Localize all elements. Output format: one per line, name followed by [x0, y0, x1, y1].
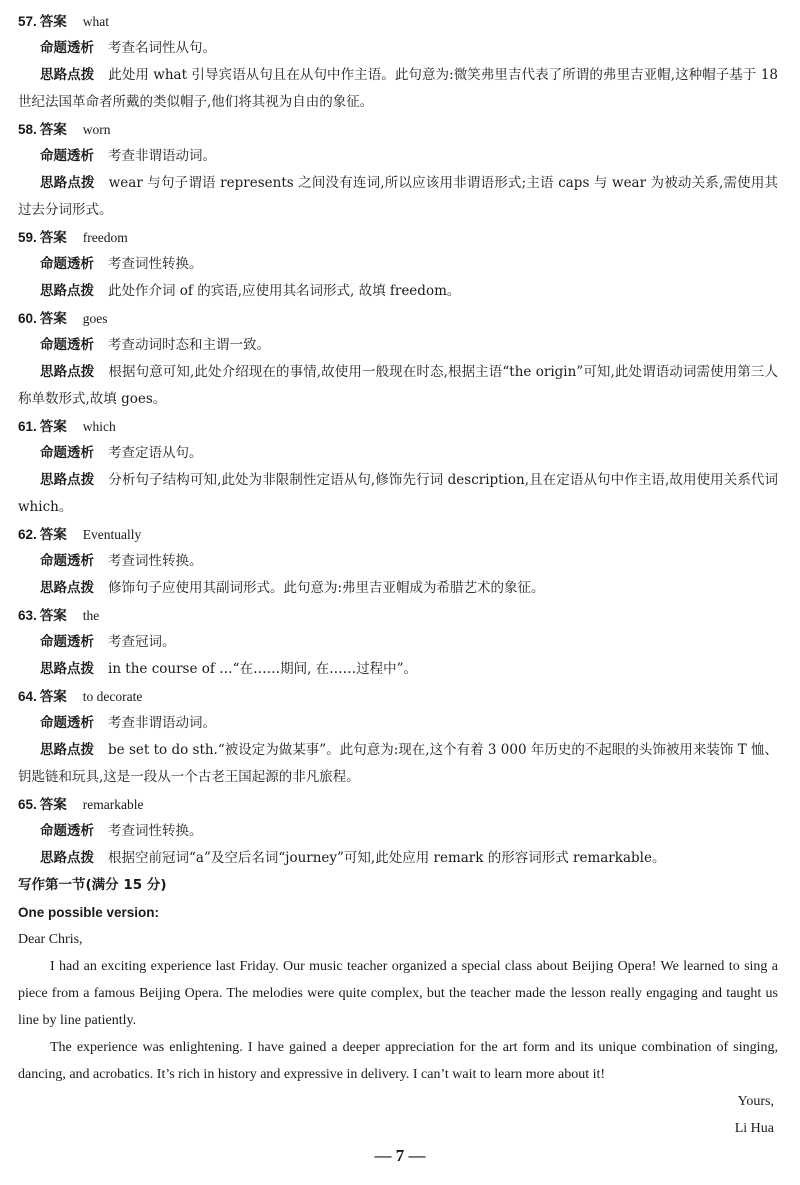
analysis-label: 命题透析: [40, 634, 94, 650]
hint-label: 思路点拨: [40, 850, 94, 866]
answer-label: 答案: [39, 122, 67, 138]
answer-item: [18, 305, 778, 413]
hint-row: [18, 170, 778, 224]
sample-letter: [18, 926, 778, 1142]
answer-heading: [18, 8, 778, 35]
answer-value: freedom: [82, 230, 128, 245]
analysis-row: [18, 440, 778, 467]
analysis-text: 考查定语从句。: [108, 445, 203, 461]
analysis-text: 考查非谓语动词。: [108, 148, 216, 164]
letter-closing: Yours,: [737, 1094, 774, 1109]
analysis-label: 命题透析: [40, 823, 94, 839]
analysis-label: 命题透析: [40, 148, 94, 164]
answer-value: which: [82, 419, 116, 434]
answer-item: [18, 791, 778, 872]
letter-salutation: Dear Chris,: [18, 932, 83, 947]
hint-text: in the course of …“在……期间, 在……过程中”。: [108, 661, 418, 677]
analysis-text: 考查动词时态和主谓一致。: [108, 337, 270, 353]
answer-value: worn: [82, 122, 111, 137]
analysis-row: [18, 143, 778, 170]
analysis-text: 考查冠词。: [108, 634, 176, 650]
hint-label: 思路点拨: [40, 175, 95, 191]
answer-label: 答案: [39, 608, 67, 624]
question-number: 60.: [18, 311, 37, 326]
letter-paragraph: I had an exciting experience last Friday. Our music teacher organized a special class about Beijing Opera! We learned to sing a piece from a famous Beijing Opera. The melodies were quite complex, but the teacher made the lesson really engaging and taught us line by line patiently.: [18, 959, 778, 1028]
hint-text: 分析句子结构可知,此处为非限制性定语从句,修饰先行词 description,且在定语从句中作主语,故用使用关系代词 which。: [18, 472, 778, 515]
analysis-row: [18, 35, 778, 62]
question-number: 63.: [18, 608, 37, 623]
answer-label: 答案: [39, 14, 67, 30]
writing-section-title: 写作第一节(满分 15 分): [18, 877, 167, 893]
answer-label: 答案: [39, 230, 67, 246]
answer-label: 答案: [39, 311, 67, 327]
answer-label: 答案: [39, 419, 67, 435]
question-number: 57.: [18, 14, 37, 29]
question-number: 58.: [18, 122, 37, 137]
page-number: — 7 —: [374, 1146, 426, 1165]
answer-item: [18, 521, 778, 602]
analysis-text: 考查词性转换。: [108, 553, 203, 569]
letter-paragraph: The experience was enlightening. I have gained a deeper appreciation for the art form and its unique combination of singing, dancing, and acrobatics. It’s rich in history and expressive in delivery. I can’t wait to learn more about it!: [18, 1040, 778, 1082]
answer-item: [18, 602, 778, 683]
answer-value: remarkable: [82, 797, 144, 812]
answer-heading: [18, 224, 778, 251]
answer-heading: [18, 683, 778, 710]
letter-signature: Li Hua: [734, 1121, 774, 1136]
analysis-row: [18, 332, 778, 359]
analysis-text: 考查名词性从句。: [108, 40, 216, 56]
answer-item: [18, 224, 778, 305]
question-number: 59.: [18, 230, 37, 245]
answer-heading: [18, 521, 778, 548]
analysis-label: 命题透析: [40, 256, 94, 272]
answer-label: 答案: [39, 689, 67, 705]
answer-item: [18, 413, 778, 521]
analysis-row: [18, 548, 778, 575]
hint-row: [18, 467, 778, 521]
analysis-row: [18, 251, 778, 278]
answer-value: the: [82, 608, 100, 623]
answer-value: goes: [82, 311, 108, 326]
hint-text: 此处用 what 引导宾语从句且在从句中作主语。此句意为:微笑弗里吉代表了所谓的弗里吉亚帽,这种帽子基于 18 世纪法国革命者所戴的类似帽子,他们将其视为自由的象征。: [18, 67, 778, 110]
answer-item: [18, 8, 778, 116]
analysis-label: 命题透析: [40, 337, 94, 353]
hint-text: wear 与句子谓语 represents 之间没有连词,所以应该用非谓语形式;主语 caps 与 wear 为被动关系,需使用其过去分词形式。: [18, 175, 779, 218]
answer-list: [18, 8, 778, 872]
hint-label: 思路点拨: [40, 283, 94, 299]
answer-value: to decorate: [82, 689, 143, 704]
answer-heading: [18, 791, 778, 818]
hint-label: 思路点拨: [40, 364, 95, 380]
hint-label: 思路点拨: [40, 472, 95, 488]
answer-item: [18, 683, 778, 791]
analysis-row: [18, 818, 778, 845]
analysis-label: 命题透析: [40, 715, 94, 731]
analysis-label: 命题透析: [40, 40, 94, 56]
hint-label: 思路点拨: [40, 661, 94, 677]
hint-label: 思路点拨: [40, 742, 95, 758]
hint-text: be set to do sth.“被设定为做某事”。此句意为:现在,这个有着 3 000 年历史的不起眼的头饰被用来装饰 T 恤、钥匙链和玩具,这是一段从一个古老王国起源的非凡旅程。: [18, 742, 779, 785]
version-label: One possible version:: [18, 905, 160, 920]
hint-text: 此处作介词 of 的宾语,应使用其名词形式, 故填 freedom。: [108, 283, 461, 299]
analysis-text: 考查词性转换。: [108, 823, 203, 839]
answer-value: what: [82, 14, 110, 29]
answer-value: Eventually: [82, 527, 142, 542]
answer-label: 答案: [39, 797, 67, 813]
question-number: 61.: [18, 419, 37, 434]
analysis-label: 命题透析: [40, 445, 94, 461]
hint-row: [18, 359, 778, 413]
hint-text: 修饰句子应使用其副词形式。此句意为:弗里吉亚帽成为希腊艺术的象征。: [108, 580, 545, 596]
analysis-row: [18, 710, 778, 737]
hint-text: 根据句意可知,此处介绍现在的事情,故使用一般现在时态,根据主语“the origin”可知,此处谓语动词需使用第三人称单数形式,故填 goes。: [18, 364, 779, 407]
analysis-label: 命题透析: [40, 553, 94, 569]
hint-label: 思路点拨: [40, 67, 95, 83]
analysis-text: 考查非谓语动词。: [108, 715, 216, 731]
answer-heading: [18, 602, 778, 629]
answer-item: [18, 116, 778, 224]
hint-label: 思路点拨: [40, 580, 94, 596]
hint-row: [18, 575, 778, 602]
hint-row: [18, 737, 778, 791]
question-number: 64.: [18, 689, 37, 704]
hint-row: [18, 278, 778, 305]
answer-heading: [18, 305, 778, 332]
question-number: 62.: [18, 527, 37, 542]
analysis-text: 考查词性转换。: [108, 256, 203, 272]
analysis-row: [18, 629, 778, 656]
answer-label: 答案: [39, 527, 67, 543]
hint-row: [18, 656, 778, 683]
answer-heading: [18, 116, 778, 143]
answer-heading: [18, 413, 778, 440]
hint-row: [18, 62, 778, 116]
hint-text: 根据空前冠词“a”及空后名词“journey”可知,此处应用 remark 的形容词形式 remarkable。: [108, 850, 666, 866]
question-number: 65.: [18, 797, 37, 812]
hint-row: [18, 845, 778, 872]
